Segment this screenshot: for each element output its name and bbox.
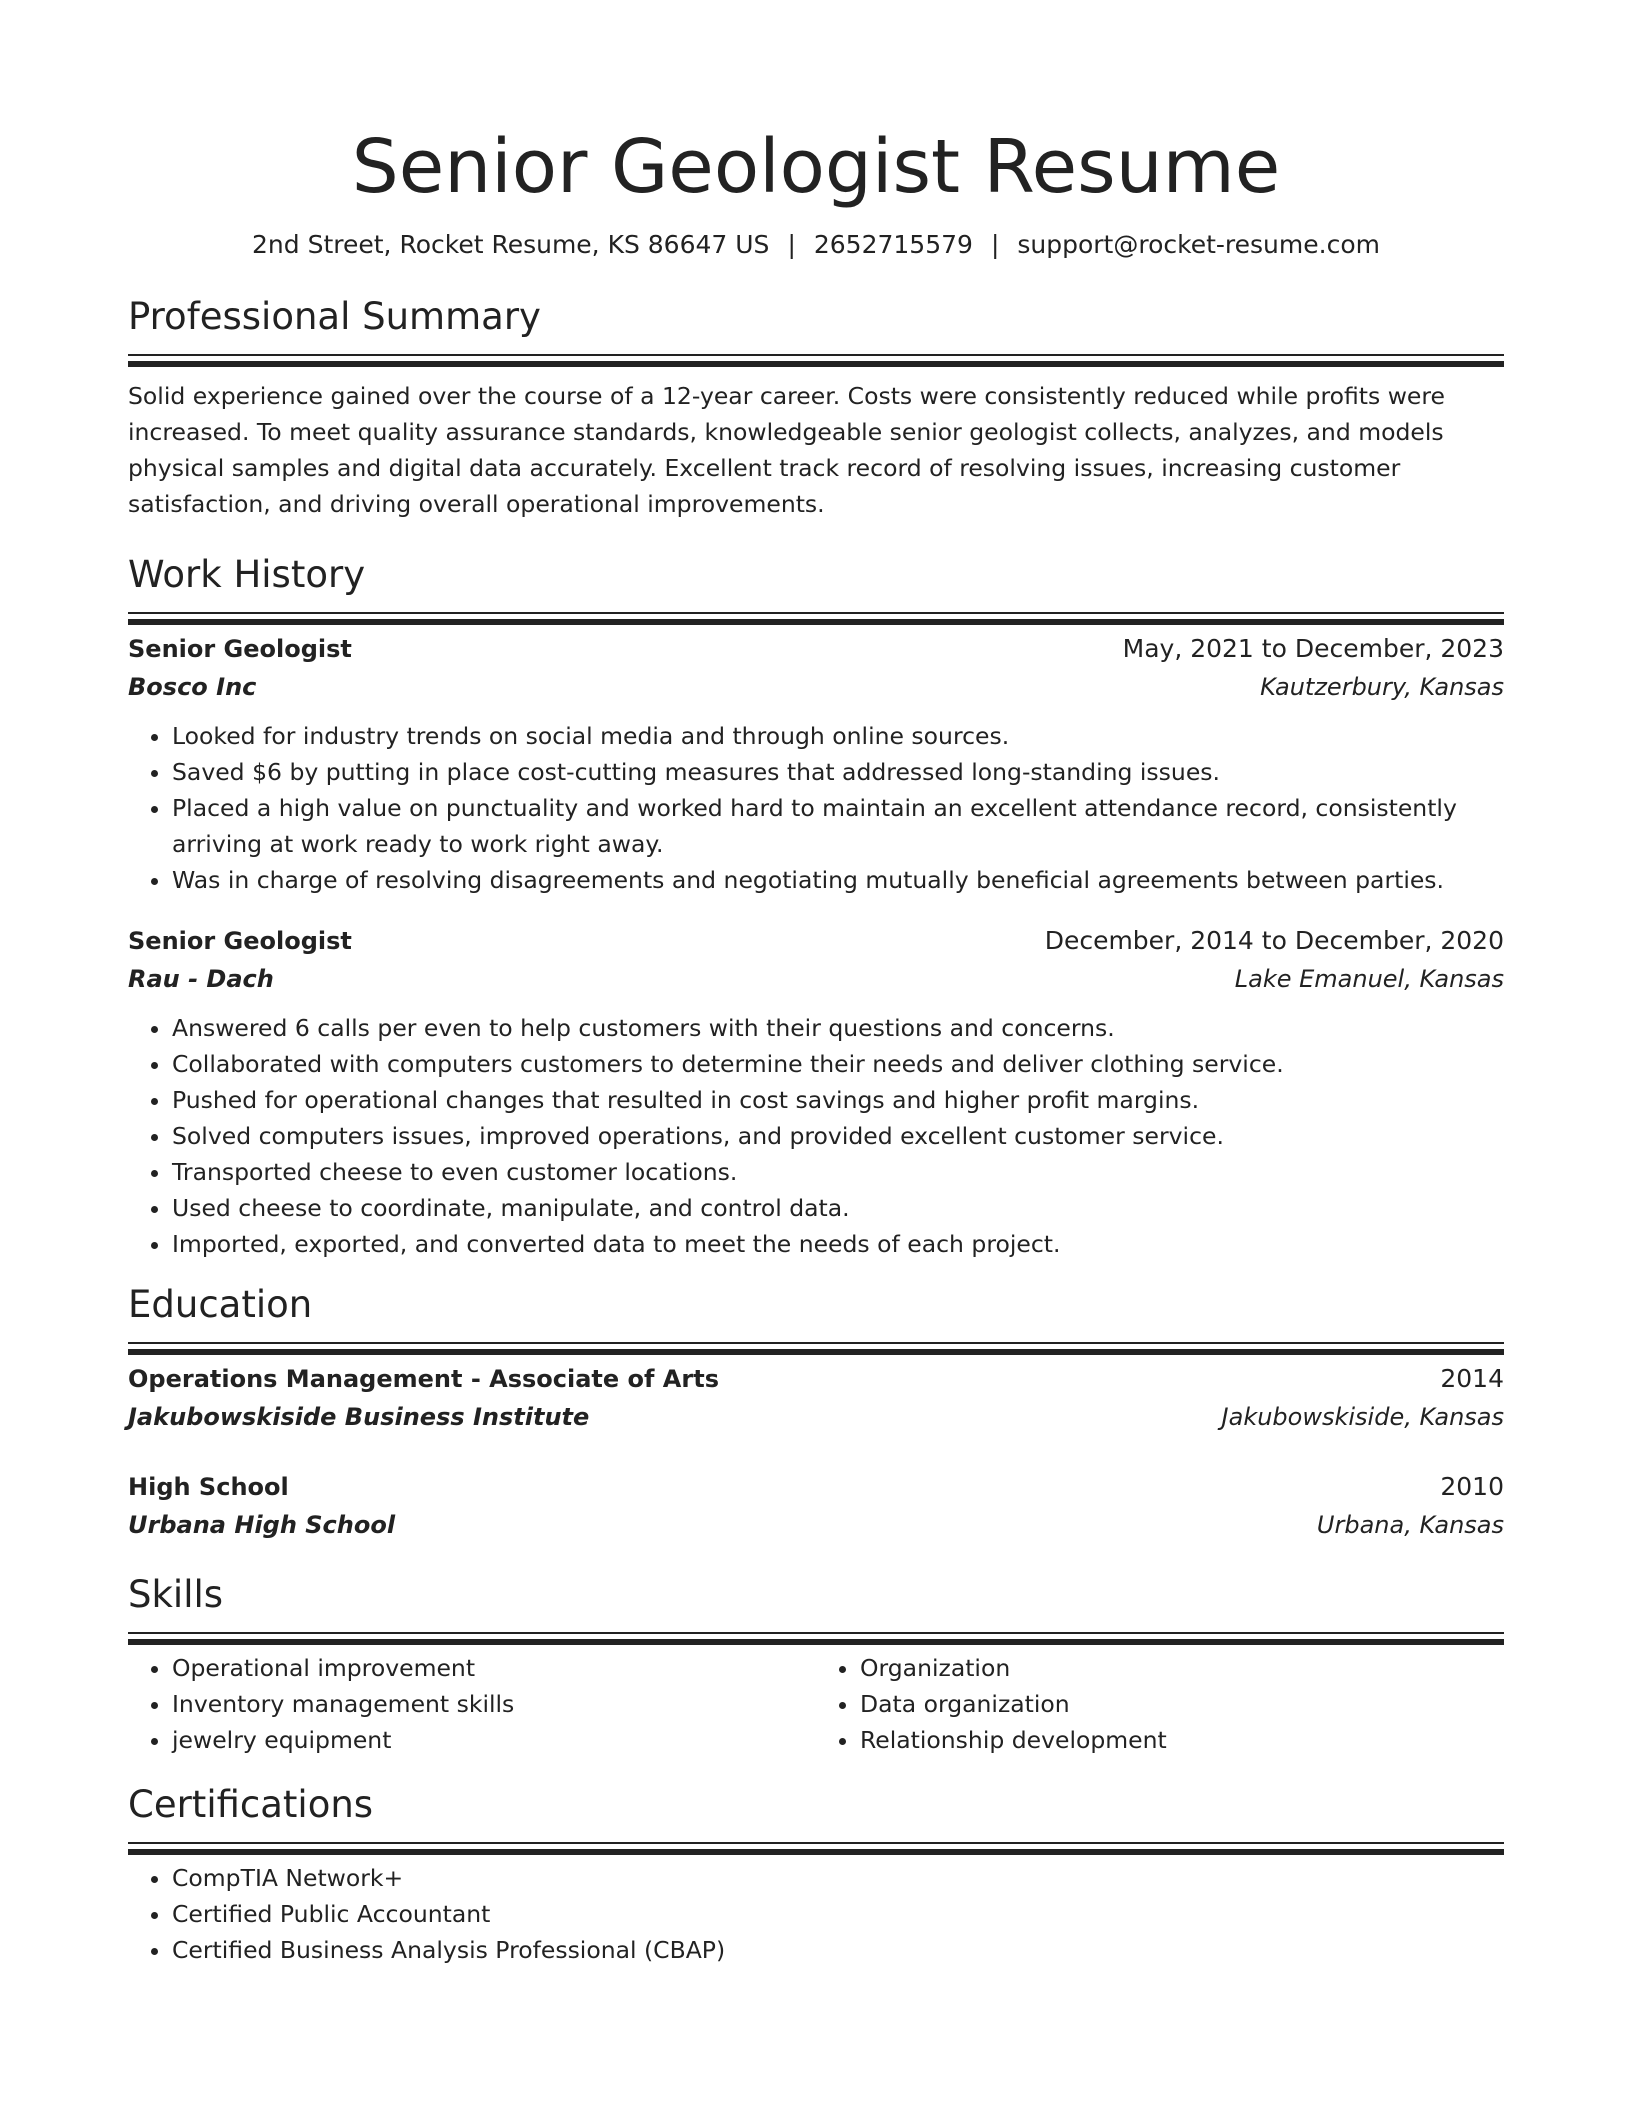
job-entry (128, 630, 1504, 898)
list-item: • Collaborated with computers customers to determine their needs and deliver clothing service. (172, 1046, 1504, 1082)
section-divider (128, 1632, 1504, 1634)
contact-separator: | (990, 230, 1000, 259)
section-divider (128, 1842, 1504, 1844)
certifications-list (128, 1860, 1504, 1968)
education-entry (128, 1360, 1504, 1436)
list-item: • Certified Public Accountant (172, 1896, 1504, 1932)
section-heading: Professional Summary (128, 295, 541, 338)
job-title: Senior Geologist (128, 927, 352, 955)
list-item: • CompTIA Network+ (172, 1860, 1504, 1896)
education-section (128, 1280, 1504, 1544)
job-location: Lake Emanuel, Kansas (1234, 965, 1504, 993)
list-item: • Certified Business Analysis Professional (CBAP) (172, 1932, 1504, 1968)
section-heading: Certifications (128, 1783, 374, 1826)
list-item: • Used cheese to coordinate, manipulate, and control data. (172, 1190, 1504, 1226)
list-item: • Placed a high value on punctuality and worked hard to maintain an excellent attendance record, consistently arriving at work ready to work right away. (172, 790, 1504, 862)
list-item: • Imported, exported, and converted data to meet the needs of each project. (172, 1226, 1504, 1262)
job-entry (128, 922, 1504, 1262)
contact-line (128, 228, 1504, 262)
job-company: Rau - Dach (128, 965, 274, 993)
list-item: • jewelry equipment (172, 1722, 816, 1758)
work-history-section (128, 550, 1504, 1262)
list-item: • Inventory management skills (172, 1686, 816, 1722)
education-year: 2014 (1440, 1364, 1504, 1393)
education-degree: Operations Management - Associate of Arts (128, 1365, 719, 1393)
contact-email: support@rocket-resume.com (1017, 230, 1380, 259)
certifications-section (128, 1780, 1504, 1968)
skills-section (128, 1570, 1504, 1758)
contact-phone: 2652715579 (813, 230, 973, 259)
job-title: Senior Geologist (128, 635, 352, 663)
list-item: • Answered 6 calls per even to help customers with their questions and concerns. (172, 1010, 1504, 1046)
skills-list-left (128, 1650, 816, 1758)
skills-grid (128, 1650, 1504, 1758)
resume-title: Senior Geologist Resume (351, 124, 1281, 210)
list-item: • Transported cheese to even customer locations. (172, 1154, 1504, 1190)
list-item: • Saved $6 by putting in place cost-cutting measures that addressed long-standing issues. (172, 754, 1504, 790)
list-item: • Was in charge of resolving disagreements and negotiating mutually beneficial agreements between parties. (172, 862, 1504, 898)
skills-list-right (816, 1650, 1504, 1758)
job-bullets (128, 1010, 1504, 1262)
education-location: Jakubowskiside, Kansas (1221, 1403, 1504, 1431)
job-company: Bosco Inc (128, 673, 257, 701)
list-item: • Pushed for operational changes that resulted in cost savings and higher profit margins. (172, 1082, 1504, 1118)
education-degree: High School (128, 1473, 289, 1501)
contact-separator: | (787, 230, 796, 259)
education-school: Jakubowskiside Business Institute (128, 1403, 590, 1431)
section-heading: Work History (128, 553, 366, 596)
section-divider (128, 354, 1504, 356)
job-dates: December, 2014 to December, 2020 (1044, 926, 1504, 955)
job-dates: May, 2021 to December, 2023 (1122, 634, 1504, 663)
section-divider (128, 612, 1504, 614)
contact-address: 2nd Street, Rocket Resume, KS 86647 US (252, 230, 770, 259)
list-item: • Organization (860, 1650, 1504, 1686)
education-school: Urbana High School (128, 1511, 396, 1539)
list-item: • Data organization (860, 1686, 1504, 1722)
list-item: • Relationship development (860, 1722, 1504, 1758)
education-entry (128, 1468, 1504, 1544)
section-heading: Skills (128, 1573, 224, 1616)
section-heading: Education (128, 1283, 313, 1326)
education-year: 2010 (1440, 1472, 1504, 1501)
list-item: • Solved computers issues, improved operations, and provided excellent customer service. (172, 1118, 1504, 1154)
job-bullets (128, 718, 1504, 898)
education-location: Urbana, Kansas (1316, 1511, 1504, 1539)
summary-text: Solid experience gained over the course of a 12-year career. Costs were consistently reduced while profits were increased. To meet quality assurance standards, knowledgeable senior geologist collects, analyzes, and models physical samples and digital data accurately. Excellent track record of resolving issues, increasing customer satisfaction, and driving overall operational improvements. (128, 382, 1445, 518)
list-item: • Looked for industry trends on social media and through online sources. (172, 718, 1504, 754)
section-divider (128, 1342, 1504, 1344)
summary-section (128, 292, 1504, 522)
job-location: Kautzerbury, Kansas (1260, 673, 1504, 701)
list-item: • Operational improvement (172, 1650, 816, 1686)
